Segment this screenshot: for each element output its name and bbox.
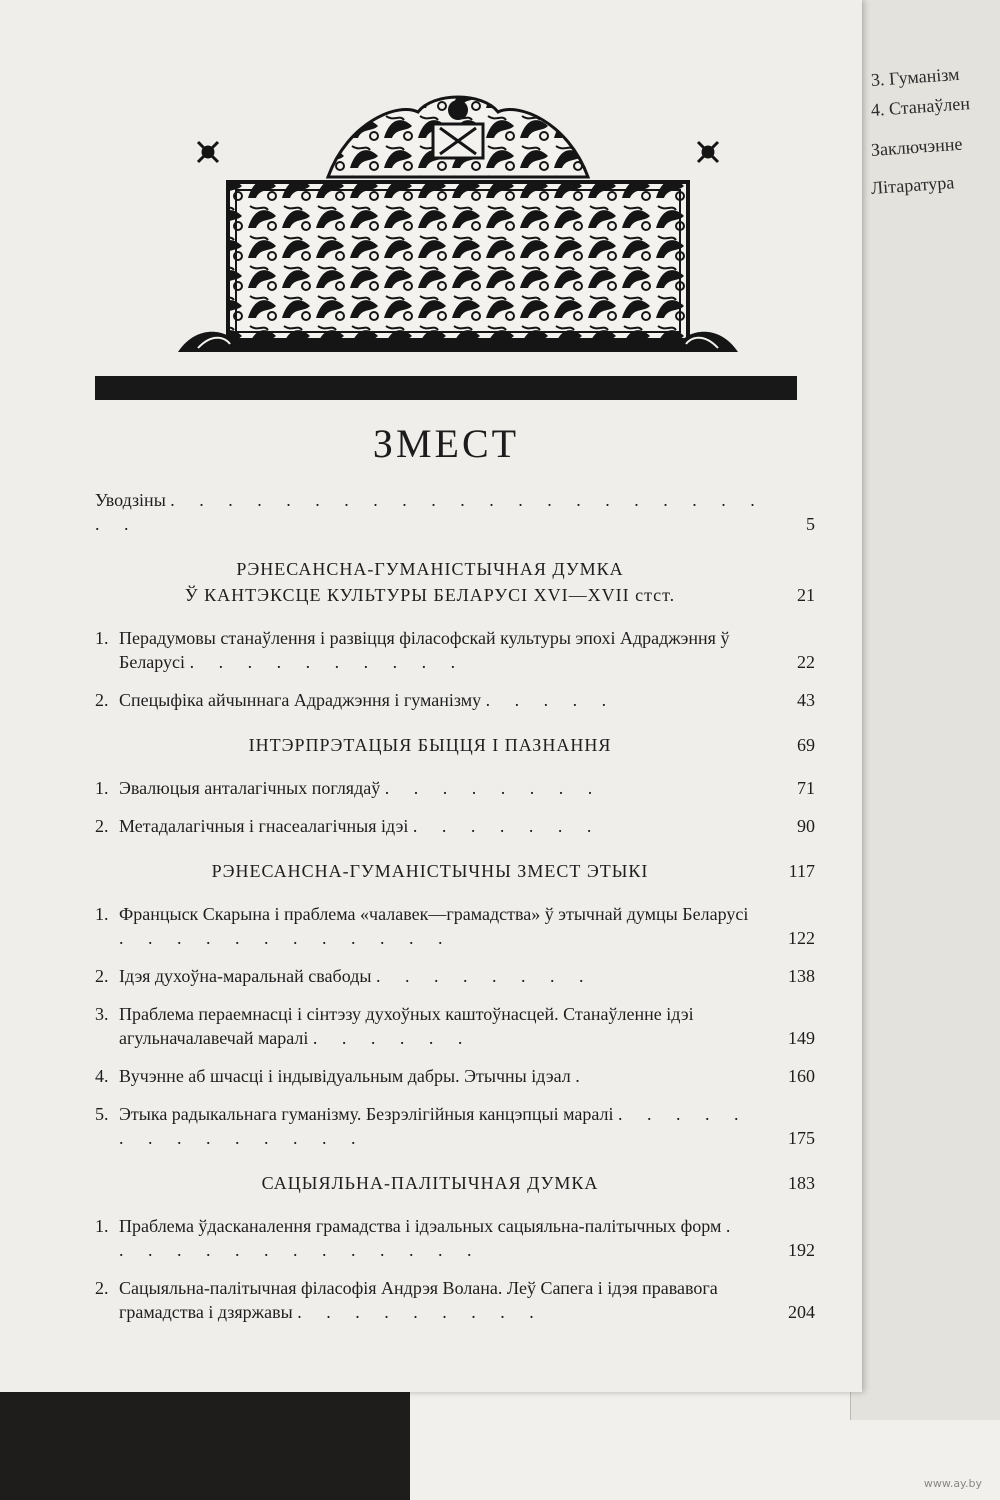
toc-page-number: 22 [797,652,815,672]
toc-entry[interactable] [95,1276,815,1324]
entry-text: Метадалагічныя і гнасеалагічныя ідэі [119,816,409,836]
entry-number: 1. [95,1216,109,1236]
leader-dots: . . . . . . . . . . . . [119,928,453,948]
toc-section-heading[interactable] [95,732,815,758]
toc-entry-intro[interactable] [95,488,815,536]
toc-entry[interactable] [95,1002,815,1050]
section-title: САЦЫЯЛЬНА-ПАЛІТЫЧНАЯ ДУМКА [261,1173,599,1193]
leader-dots: . . . . . . . . . . . . . . [119,1216,741,1260]
entry-number: 5. [95,1104,109,1124]
leader-dots: . . . . . [485,690,617,710]
toc-page-number: 43 [797,690,815,710]
toc-page-number: 71 [797,778,815,798]
toc-page-number: 69 [797,735,815,755]
toc-page-number: 149 [788,1028,815,1048]
toc-title: ЗМЕСТ [372,421,520,466]
toc-page-number: 90 [797,816,815,836]
toc-entry[interactable] [95,902,815,950]
entry-text: Перадумовы станаўлення і развіцця філасофскай культуры эпохі Адраджэння ў Беларусі [119,628,730,672]
toc-page-number: 192 [788,1240,815,1260]
toc-page-number: 122 [788,928,815,948]
entry-number: 2. [95,816,109,836]
entry-number: 2. [95,1278,109,1298]
facing-page-item: Заключэнне [870,133,963,160]
entry-text: Сацыяльна-палітычная філасофія Андрэя Волана. Леў Сапега і ідэя прававога грамадства і дзяржавы [119,1278,718,1322]
leader-dots: . . . . . . . . . . [189,652,466,672]
toc-entry[interactable] [95,626,815,674]
toc-page-number: 138 [788,966,815,986]
entry-text: Этыка радыкальнага гуманізму. Безрэлігійныя канцэпцыі маралі [119,1104,614,1124]
toc-section-heading[interactable] [95,556,815,608]
leader-dots: . [575,1066,590,1086]
leader-dots: . . . . . . [312,1028,473,1048]
leader-dots: . . . . . . . . . . . . . . [119,1104,749,1148]
leader-dots: . . . . . . . [412,816,602,836]
toc-entry[interactable] [95,1064,815,1088]
toc-page-number: 175 [788,1128,815,1148]
toc-section-heading[interactable] [95,858,815,884]
toc-entry[interactable] [95,1214,815,1262]
toc-section-heading[interactable] [95,1170,815,1196]
entry-text: Праблема пераемнасці і сінтэзу духоўных каштоўнасцей. Станаўленне ідэі агульначалавечай маралі [119,1004,694,1048]
leader-dots: . . . . . . . . . . . . . . . . . . . . . . . [95,490,765,534]
leader-dots: . . . . . . . . [384,778,603,798]
table-surface [0,1385,410,1500]
entry-number: 1. [95,778,109,798]
entry-number: 3. [95,1004,109,1024]
watermark: www.ay.by [923,1477,982,1490]
leader-dots: . . . . . . . . . [297,1302,544,1322]
toc-entry[interactable] [95,688,815,712]
leader-dots: . . . . . . . . [375,966,594,986]
entry-text: Францыск Скарына і праблема «чалавек—грамадства» ў этычнай думцы Беларусі [119,904,749,924]
facing-page [850,0,1000,1420]
entry-text: Вучэнне аб шчасці і індывідуальным дабры. Этычны ідэал [119,1066,571,1086]
section-title: ІНТЭРПРЭТАЦЫЯ БЫЦЦЯ І ПАЗНАННЯ [248,735,612,755]
toc-entry[interactable] [95,1102,815,1150]
section-subtitle: Ў КАНТЭКСЦЕ КУЛЬТУРЫ БЕЛАРУСІ XVI—XVII стст. [184,585,676,605]
toc-page-number: 160 [788,1066,815,1086]
entry-number: 4. [95,1066,109,1086]
section-title: РЭНЕСАНСНА-ГУМАНІСТЫЧНАЯ ДУМКА [236,559,624,579]
facing-page-item: 4. Станаўлен [870,93,971,120]
toc-entry[interactable] [95,776,815,800]
entry-text: Спецыфіка айчыннага Адраджэння і гуманізму [119,690,482,710]
toc-page-number: 117 [788,861,815,881]
heading-rule [95,376,797,400]
toc-page-number: 183 [788,1173,815,1193]
toc-page-number: 5 [806,514,815,534]
toc-entry[interactable] [95,814,815,838]
entry-number: 1. [95,904,109,924]
facing-page-item: Літаратура [870,172,955,198]
toc-page-number: 21 [797,585,815,605]
section-title: РЭНЕСАНСНА-ГУМАНІСТЫЧНЫ ЗМЕСТ ЭТЫКІ [211,861,649,881]
entry-number: 1. [95,628,109,648]
entry-text: Эвалюцыя анталагічных поглядаў [119,778,381,798]
entry-text: Ідэя духоўна-маральнай свабоды [119,966,372,986]
toc-entry[interactable] [95,964,815,988]
facing-page-item: 3. Гуманізм [870,63,961,90]
entry-text: Праблема ўдасканалення грамадства і ідэальных сацыяльна-палітычных форм [119,1216,722,1236]
entry-number: 2. [95,690,109,710]
table-of-contents [95,488,815,1338]
toc-entry-label: Уводзіны [95,490,166,510]
toc-page-number: 204 [788,1302,815,1322]
ornament-headpiece [178,82,738,364]
entry-number: 2. [95,966,109,986]
